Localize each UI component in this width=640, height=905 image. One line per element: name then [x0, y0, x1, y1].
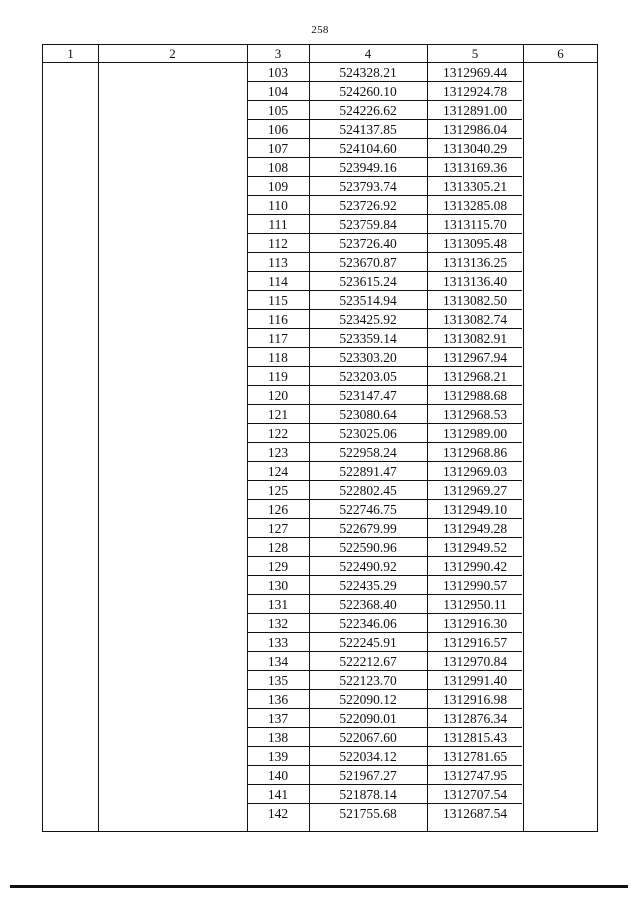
x-coordinate-cell: 522679.99 — [339, 521, 397, 536]
y-coordinate-cell: 1312949.28 — [442, 521, 508, 536]
point-number-cell: 137 — [267, 711, 289, 726]
table-row — [43, 804, 597, 823]
point-number-cell: 104 — [267, 84, 289, 99]
x-coordinate-cell: 523025.06 — [339, 426, 397, 441]
point-number-cell: 115 — [268, 293, 288, 308]
x-coordinate-cell: 524137.85 — [339, 122, 397, 137]
y-coordinate-cell: 1313285.08 — [442, 198, 508, 213]
table-row — [43, 709, 597, 728]
table-row — [43, 538, 597, 557]
point-number-cell: 122 — [267, 426, 289, 441]
point-number-cell: 132 — [267, 616, 289, 631]
column-header-2: 2 — [169, 46, 176, 61]
table-row — [43, 158, 597, 177]
y-coordinate-cell: 1312781.65 — [442, 749, 508, 764]
x-coordinate-cell: 523080.64 — [339, 407, 397, 422]
x-coordinate-cell: 522067.60 — [339, 730, 397, 745]
page-number: 258 — [311, 24, 329, 36]
table-row — [43, 785, 597, 804]
x-coordinate-cell: 523147.47 — [339, 388, 397, 403]
x-coordinate-cell: 523759.84 — [339, 217, 397, 232]
x-coordinate-cell: 522958.24 — [339, 445, 397, 460]
y-coordinate-cell: 1312990.57 — [442, 578, 508, 593]
point-number-cell: 112 — [268, 236, 288, 251]
point-number-cell: 140 — [267, 768, 289, 783]
point-number-cell: 133 — [267, 635, 289, 650]
x-coordinate-cell: 523514.94 — [339, 293, 397, 308]
table-row — [43, 215, 597, 234]
point-number-cell: 106 — [267, 122, 289, 137]
x-coordinate-cell: 523203.05 — [339, 369, 397, 384]
y-coordinate-cell: 1312916.57 — [442, 635, 508, 650]
x-coordinate-cell: 521967.27 — [339, 768, 397, 783]
table-row — [43, 443, 597, 462]
y-coordinate-cell: 1312707.54 — [442, 787, 508, 802]
table-row — [43, 747, 597, 766]
footer-rule — [10, 885, 628, 888]
y-coordinate-cell: 1313095.48 — [442, 236, 508, 251]
x-coordinate-cell: 522090.01 — [339, 711, 397, 726]
table-row — [43, 63, 597, 82]
y-coordinate-cell: 1312967.94 — [442, 350, 508, 365]
point-number-cell: 109 — [267, 179, 289, 194]
point-number-cell: 114 — [268, 274, 288, 289]
y-coordinate-cell: 1312968.21 — [442, 369, 508, 384]
point-number-cell: 134 — [267, 654, 289, 669]
point-number-cell: 128 — [267, 540, 289, 555]
y-coordinate-cell: 1312891.00 — [442, 103, 508, 118]
table-row — [43, 690, 597, 709]
y-coordinate-cell: 1312991.40 — [442, 673, 508, 688]
y-coordinate-cell: 1313082.74 — [442, 312, 508, 327]
table-row — [43, 367, 597, 386]
x-coordinate-cell: 524260.10 — [339, 84, 397, 99]
coordinates-table — [42, 44, 598, 832]
y-coordinate-cell: 1312687.54 — [442, 806, 508, 821]
point-number-cell: 124 — [267, 464, 289, 479]
table-row — [43, 557, 597, 576]
point-number-cell: 111 — [268, 217, 288, 232]
table-row — [43, 101, 597, 120]
point-number-cell: 123 — [267, 445, 289, 460]
table-row — [43, 253, 597, 272]
x-coordinate-cell: 522212.67 — [339, 654, 397, 669]
x-coordinate-cell: 524328.21 — [339, 65, 397, 80]
x-coordinate-cell: 523303.20 — [339, 350, 397, 365]
y-coordinate-cell: 1312969.03 — [442, 464, 508, 479]
point-number-cell: 126 — [267, 502, 289, 517]
x-coordinate-cell: 522490.92 — [339, 559, 397, 574]
column-header-5: 5 — [471, 46, 479, 61]
point-number-cell: 108 — [267, 160, 289, 175]
x-coordinate-cell: 523793.74 — [339, 179, 397, 194]
x-coordinate-cell: 522034.12 — [339, 749, 397, 764]
y-coordinate-cell: 1312968.86 — [442, 445, 508, 460]
y-coordinate-cell: 1313136.40 — [442, 274, 508, 289]
table-row — [43, 671, 597, 690]
table-row — [43, 462, 597, 481]
point-number-cell: 139 — [267, 749, 289, 764]
table-row — [43, 120, 597, 139]
point-number-cell: 136 — [267, 692, 289, 707]
x-coordinate-cell: 522245.91 — [339, 635, 397, 650]
x-coordinate-cell: 522090.12 — [339, 692, 397, 707]
point-number-cell: 131 — [267, 597, 289, 612]
point-number-cell: 117 — [268, 331, 288, 346]
point-number-cell: 141 — [267, 787, 289, 802]
y-coordinate-cell: 1312969.27 — [442, 483, 508, 498]
x-coordinate-cell: 522123.70 — [339, 673, 397, 688]
table-row — [43, 481, 597, 500]
point-number-cell: 129 — [267, 559, 289, 574]
y-coordinate-cell: 1312916.30 — [442, 616, 508, 631]
x-coordinate-cell: 523425.92 — [339, 312, 397, 327]
y-coordinate-cell: 1312924.78 — [442, 84, 508, 99]
table-row — [43, 310, 597, 329]
table-row — [43, 329, 597, 348]
y-coordinate-cell: 1312916.98 — [442, 692, 508, 707]
y-coordinate-cell: 1312970.84 — [442, 654, 508, 669]
table-row — [43, 82, 597, 101]
y-coordinate-cell: 1312815.43 — [442, 730, 508, 745]
y-coordinate-cell: 1312949.52 — [442, 540, 508, 555]
table-row — [43, 405, 597, 424]
point-number-cell: 125 — [267, 483, 289, 498]
y-coordinate-cell: 1312949.10 — [442, 502, 508, 517]
x-coordinate-cell: 522802.45 — [339, 483, 397, 498]
column-header-1: 1 — [67, 46, 74, 61]
y-coordinate-cell: 1312990.42 — [442, 559, 508, 574]
table-row — [43, 291, 597, 310]
x-coordinate-cell: 522368.40 — [339, 597, 397, 612]
y-coordinate-cell: 1313115.70 — [443, 217, 507, 232]
x-coordinate-cell: 524226.62 — [339, 103, 397, 118]
point-number-cell: 119 — [268, 369, 288, 384]
y-coordinate-cell: 1313082.50 — [442, 293, 508, 308]
column-header-3: 3 — [274, 46, 282, 61]
y-coordinate-cell: 1313305.21 — [442, 179, 508, 194]
table-row — [43, 500, 597, 519]
point-number-cell: 118 — [268, 350, 288, 365]
x-coordinate-cell: 522346.06 — [339, 616, 397, 631]
table-row — [43, 576, 597, 595]
x-coordinate-cell: 521878.14 — [339, 787, 397, 802]
y-coordinate-cell: 1313136.25 — [442, 255, 508, 270]
table-header-row — [43, 45, 597, 63]
table-row — [43, 234, 597, 253]
table-row — [43, 196, 597, 215]
table-row — [43, 386, 597, 405]
column-header-6: 6 — [557, 46, 564, 61]
table-row — [43, 177, 597, 196]
x-coordinate-cell: 523670.87 — [339, 255, 397, 270]
table-row — [43, 348, 597, 367]
point-number-cell: 110 — [268, 198, 288, 213]
y-coordinate-cell: 1312876.34 — [442, 711, 508, 726]
y-coordinate-cell: 1312747.95 — [442, 768, 508, 783]
x-coordinate-cell: 523359.14 — [339, 331, 397, 346]
point-number-cell: 105 — [267, 103, 289, 118]
point-number-cell: 107 — [267, 141, 289, 156]
table-row — [43, 595, 597, 614]
table-row — [43, 633, 597, 652]
y-coordinate-cell: 1312968.53 — [442, 407, 508, 422]
x-coordinate-cell: 523726.92 — [339, 198, 397, 213]
column-header-4: 4 — [364, 46, 372, 61]
point-number-cell: 138 — [267, 730, 289, 745]
x-coordinate-cell: 524104.60 — [339, 141, 397, 156]
x-coordinate-cell: 523615.24 — [339, 274, 397, 289]
point-number-cell: 130 — [267, 578, 289, 593]
point-number-cell: 120 — [267, 388, 289, 403]
y-coordinate-cell: 1313082.91 — [442, 331, 508, 346]
x-coordinate-cell: 522891.47 — [339, 464, 397, 479]
table-row — [43, 519, 597, 538]
table-row — [43, 614, 597, 633]
y-coordinate-cell: 1312988.68 — [442, 388, 508, 403]
table-row — [43, 424, 597, 443]
table-row — [43, 728, 597, 747]
table-row — [43, 139, 597, 158]
point-number-cell: 127 — [267, 521, 289, 536]
x-coordinate-cell: 522435.29 — [339, 578, 397, 593]
table-row — [43, 272, 597, 291]
point-number-cell: 103 — [267, 65, 289, 80]
point-number-cell: 135 — [267, 673, 289, 688]
y-coordinate-cell: 1312986.04 — [442, 122, 508, 137]
point-number-cell: 113 — [268, 255, 288, 270]
x-coordinate-cell: 523949.16 — [339, 160, 397, 175]
x-coordinate-cell: 522746.75 — [339, 502, 397, 517]
y-coordinate-cell: 1313040.29 — [442, 141, 508, 156]
y-coordinate-cell: 1312989.00 — [442, 426, 508, 441]
y-coordinate-cell: 1312950.11 — [443, 597, 507, 612]
point-number-cell: 142 — [267, 806, 289, 821]
y-coordinate-cell: 1312969.44 — [442, 65, 508, 80]
y-coordinate-cell: 1313169.36 — [442, 160, 508, 175]
table-row — [43, 766, 597, 785]
point-number-cell: 121 — [267, 407, 289, 422]
x-coordinate-cell: 521755.68 — [339, 806, 397, 821]
table-row — [43, 652, 597, 671]
point-number-cell: 116 — [268, 312, 288, 327]
x-coordinate-cell: 522590.96 — [339, 540, 397, 555]
x-coordinate-cell: 523726.40 — [339, 236, 397, 251]
